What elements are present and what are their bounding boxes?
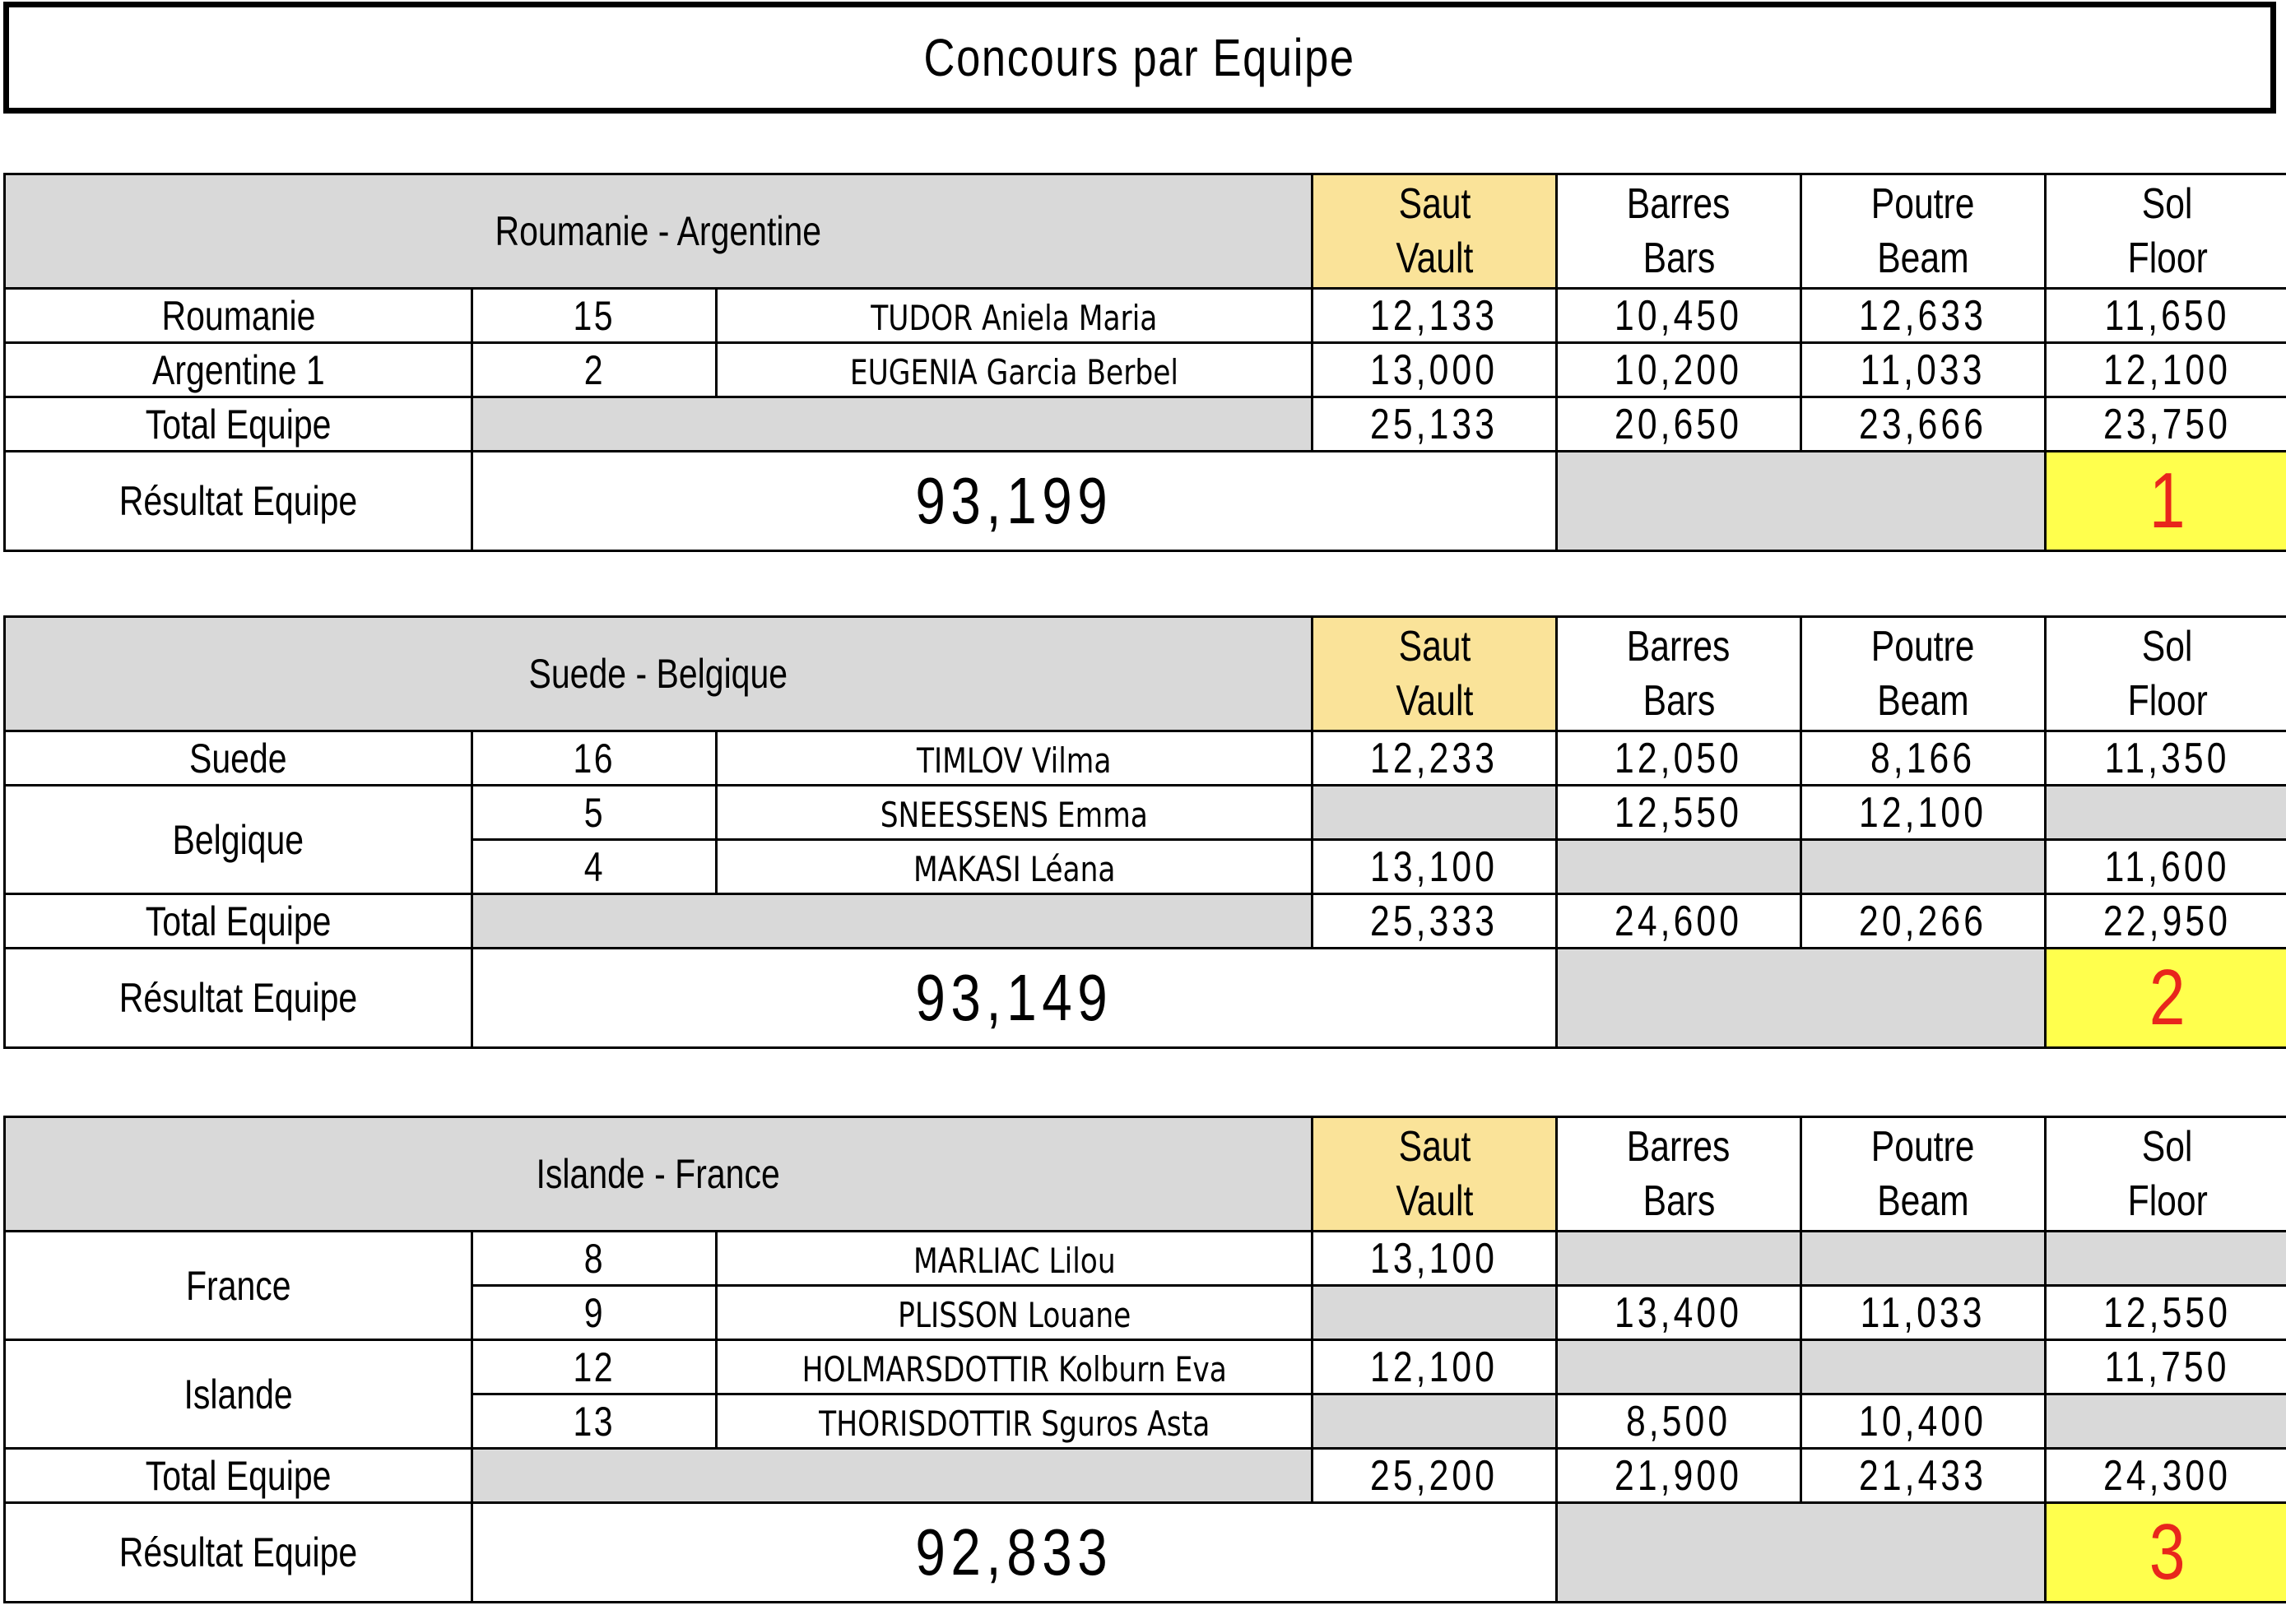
result-total-text: 93,149 xyxy=(915,961,1113,1034)
athlete-name-text: SNEESSENS Emma xyxy=(880,795,1149,835)
athlete-name-text: TUDOR Aniela Maria xyxy=(871,298,1158,338)
score-cell-text: 10,400 xyxy=(1859,1397,1987,1445)
score-cell xyxy=(1313,1394,1557,1449)
apparatus-header-bars xyxy=(1557,617,1801,731)
score-cell-text: 11,033 xyxy=(1861,346,1986,394)
total-blank xyxy=(472,1449,1313,1503)
apparatus-header-beam xyxy=(1801,617,2046,731)
result-row xyxy=(5,452,2286,551)
apparatus-en: Bars xyxy=(1642,677,1715,725)
apparatus-fr: Sol xyxy=(2142,623,2193,670)
score-cell xyxy=(1557,1394,1801,1449)
athlete-name-text: TIMLOV Vilma xyxy=(917,740,1112,781)
score-cell-text: 12,100 xyxy=(1370,1343,1498,1391)
result-blank xyxy=(1557,452,2046,551)
apparatus-header-vault xyxy=(1313,1117,1557,1232)
total-score-text: 25,333 xyxy=(1370,897,1498,945)
result-label xyxy=(5,949,472,1048)
apparatus-en: Floor xyxy=(2127,234,2208,282)
athlete-row xyxy=(5,731,2286,786)
apparatus-en: Beam xyxy=(1877,1177,1969,1225)
athlete-row xyxy=(5,1232,2286,1286)
apparatus-en: Vault xyxy=(1395,1177,1474,1225)
apparatus-header-floor xyxy=(2046,174,2286,289)
total-score-text: 25,200 xyxy=(1370,1451,1498,1500)
score-cell xyxy=(1801,343,2046,397)
total-blank xyxy=(472,397,1313,452)
total-row xyxy=(5,894,2286,949)
score-cell xyxy=(1801,1286,2046,1340)
athlete-row xyxy=(5,786,2286,840)
apparatus-fr: Sol xyxy=(2142,1123,2193,1171)
total-score-text: 23,750 xyxy=(2103,400,2232,448)
score-cell xyxy=(2046,1286,2286,1340)
score-cell xyxy=(1801,1394,2046,1449)
apparatus-en: Floor xyxy=(2127,1177,2208,1225)
result-blank xyxy=(1557,1503,2046,1603)
apparatus-fr: Barres xyxy=(1627,180,1731,228)
team-name-text: Roumanie - Argentine xyxy=(495,208,822,254)
athlete-number-text: 2 xyxy=(583,346,605,393)
athlete-number-text: 8 xyxy=(583,1235,605,1282)
athlete-name xyxy=(717,343,1313,397)
score-cell-text: 11,650 xyxy=(2105,291,2230,340)
total-score-text: 25,133 xyxy=(1370,400,1498,448)
apparatus-fr: Sol xyxy=(2142,180,2193,228)
total-score xyxy=(2046,397,2286,452)
country-cell xyxy=(5,786,472,894)
athlete-number-text: 12 xyxy=(573,1343,616,1390)
result-label xyxy=(5,452,472,551)
team-header-row xyxy=(5,617,2286,731)
athlete-name xyxy=(717,1232,1313,1286)
athlete-number xyxy=(472,343,717,397)
score-cell xyxy=(2046,343,2286,397)
score-cell-text: 12,100 xyxy=(1859,788,1987,837)
athlete-number xyxy=(472,1232,717,1286)
apparatus-fr: Saut xyxy=(1398,180,1471,228)
country-cell-text: France xyxy=(185,1262,291,1309)
apparatus-en: Vault xyxy=(1395,234,1474,282)
team-header-row xyxy=(5,174,2286,289)
score-cell xyxy=(2046,289,2286,343)
result-total-text: 92,833 xyxy=(915,1515,1113,1589)
score-cell xyxy=(1801,1340,2046,1394)
score-cell-text: 12,633 xyxy=(1859,291,1987,340)
score-cell xyxy=(2046,840,2286,894)
athlete-number xyxy=(472,1394,717,1449)
score-cell xyxy=(1313,1340,1557,1394)
athlete-number-text: 13 xyxy=(573,1398,616,1445)
athlete-number-text: 16 xyxy=(573,735,616,782)
total-score-text: 24,600 xyxy=(1615,897,1743,945)
team-name xyxy=(5,617,1313,731)
athlete-number-text: 9 xyxy=(583,1289,605,1336)
score-cell xyxy=(1801,731,2046,786)
score-cell-text: 12,233 xyxy=(1370,734,1498,782)
athlete-name xyxy=(717,840,1313,894)
score-cell xyxy=(2046,731,2286,786)
score-cell xyxy=(1557,731,1801,786)
score-cell xyxy=(1801,289,2046,343)
total-score-text: 20,266 xyxy=(1859,897,1987,945)
score-cell xyxy=(1801,1232,2046,1286)
score-cell xyxy=(1557,1340,1801,1394)
rank-badge-text: 3 xyxy=(2149,1508,2186,1596)
athlete-name-text: MAKASI Léana xyxy=(913,849,1116,889)
total-label xyxy=(5,397,472,452)
score-cell-text: 12,100 xyxy=(2103,346,2232,394)
team-name-text: Islande - France xyxy=(536,1151,781,1197)
total-label-text: Total Equipe xyxy=(145,1452,332,1499)
total-row xyxy=(5,1449,2286,1503)
score-cell-text: 10,450 xyxy=(1615,291,1743,340)
athlete-row xyxy=(5,343,2286,397)
score-cell-text: 12,550 xyxy=(1615,788,1743,837)
score-cell xyxy=(1313,786,1557,840)
total-label xyxy=(5,1449,472,1503)
result-row xyxy=(5,949,2286,1048)
apparatus-fr: Barres xyxy=(1627,623,1731,670)
score-cell-text: 10,200 xyxy=(1615,346,1743,394)
apparatus-header-beam xyxy=(1801,1117,2046,1232)
score-cell xyxy=(1313,289,1557,343)
athlete-name xyxy=(717,1394,1313,1449)
country-cell-text: Suede xyxy=(189,735,287,782)
country-cell-text: Argentine 1 xyxy=(151,346,325,393)
athlete-name xyxy=(717,289,1313,343)
score-cell-text: 11,033 xyxy=(1861,1288,1986,1337)
score-cell-text: 13,400 xyxy=(1615,1288,1743,1337)
athlete-row xyxy=(5,1340,2286,1394)
score-cell xyxy=(1801,840,2046,894)
score-cell xyxy=(1313,840,1557,894)
athlete-name-text: MARLIAC Lilou xyxy=(913,1241,1116,1281)
page-title-text: Concours par Equipe xyxy=(923,28,1356,87)
team-table xyxy=(3,1116,2286,1603)
country-cell xyxy=(5,343,472,397)
apparatus-fr: Poutre xyxy=(1871,180,1975,228)
athlete-number-text: 5 xyxy=(583,789,605,836)
score-cell xyxy=(1557,343,1801,397)
country-cell xyxy=(5,289,472,343)
athlete-number xyxy=(472,840,717,894)
athlete-name xyxy=(717,1340,1313,1394)
score-cell-text: 13,100 xyxy=(1370,1234,1498,1283)
apparatus-header-vault xyxy=(1313,617,1557,731)
score-cell xyxy=(1557,289,1801,343)
total-score xyxy=(1557,1449,1801,1503)
score-cell-text: 13,100 xyxy=(1370,842,1498,891)
score-cell xyxy=(1313,731,1557,786)
score-cell-text: 12,133 xyxy=(1370,291,1498,340)
athlete-name xyxy=(717,731,1313,786)
country-cell-text: Belgique xyxy=(172,816,304,863)
score-cell-text: 8,166 xyxy=(1870,734,1976,782)
team-name xyxy=(5,174,1313,289)
score-cell-text: 13,000 xyxy=(1370,346,1498,394)
athlete-name-text: PLISSON Louane xyxy=(897,1295,1131,1335)
total-score xyxy=(1313,397,1557,452)
total-score xyxy=(1313,894,1557,949)
apparatus-en: Beam xyxy=(1877,234,1969,282)
score-cell-text: 12,050 xyxy=(1615,734,1743,782)
apparatus-header-floor xyxy=(2046,1117,2286,1232)
result-row xyxy=(5,1503,2286,1603)
country-cell xyxy=(5,1340,472,1449)
athlete-number xyxy=(472,786,717,840)
total-score-text: 20,650 xyxy=(1615,400,1743,448)
total-score-text: 23,666 xyxy=(1859,400,1987,448)
result-label-text: Résultat Equipe xyxy=(118,478,358,524)
team-name xyxy=(5,1117,1313,1232)
athlete-number-text: 4 xyxy=(583,843,605,890)
score-cell xyxy=(1557,786,1801,840)
score-cell-text: 11,350 xyxy=(2105,734,2230,782)
athlete-name-text: THORISDOTTIR Sguros Asta xyxy=(818,1404,1210,1444)
result-total-text: 93,199 xyxy=(915,464,1113,537)
apparatus-header-bars xyxy=(1557,1117,1801,1232)
score-cell-text: 8,500 xyxy=(1626,1397,1731,1445)
apparatus-fr: Saut xyxy=(1398,623,1471,670)
athlete-row xyxy=(5,289,2286,343)
country-cell-text: Roumanie xyxy=(161,292,315,339)
country-cell xyxy=(5,1232,472,1340)
total-row xyxy=(5,397,2286,452)
total-score xyxy=(1557,397,1801,452)
score-cell-text: 12,550 xyxy=(2103,1288,2232,1337)
apparatus-header-vault xyxy=(1313,174,1557,289)
apparatus-fr: Barres xyxy=(1627,1123,1731,1171)
score-cell xyxy=(1801,786,2046,840)
total-score xyxy=(1801,894,2046,949)
total-score-text: 24,300 xyxy=(2103,1451,2232,1500)
country-cell xyxy=(5,731,472,786)
rank-badge xyxy=(2046,452,2286,551)
result-total xyxy=(472,949,1557,1048)
team-name-text: Suede - Belgique xyxy=(528,651,788,697)
score-cell xyxy=(1313,1232,1557,1286)
apparatus-header-bars xyxy=(1557,174,1801,289)
total-score-text: 22,950 xyxy=(2103,897,2232,945)
athlete-number xyxy=(472,731,717,786)
total-score xyxy=(1313,1449,1557,1503)
total-label xyxy=(5,894,472,949)
total-score xyxy=(1557,894,1801,949)
team-header-row xyxy=(5,1117,2286,1232)
athlete-name-text: EUGENIA Garcia Berbel xyxy=(849,352,1179,392)
apparatus-header-floor xyxy=(2046,617,2286,731)
rank-badge xyxy=(2046,1503,2286,1603)
apparatus-en: Vault xyxy=(1395,677,1474,725)
result-total xyxy=(472,1503,1557,1603)
score-cell xyxy=(1557,840,1801,894)
result-blank xyxy=(1557,949,2046,1048)
score-cell xyxy=(1557,1286,1801,1340)
athlete-number xyxy=(472,289,717,343)
total-score-text: 21,433 xyxy=(1859,1451,1987,1500)
score-cell xyxy=(2046,1232,2286,1286)
result-label-text: Résultat Equipe xyxy=(118,975,358,1021)
athlete-name-text: HOLMARSDOTTIR Kolburn Eva xyxy=(801,1349,1227,1390)
athlete-number xyxy=(472,1286,717,1340)
score-cell-text: 11,600 xyxy=(2105,842,2230,891)
result-label-text: Résultat Equipe xyxy=(118,1529,358,1575)
score-cell xyxy=(1313,1286,1557,1340)
score-cell-text: 11,750 xyxy=(2105,1343,2230,1391)
score-cell xyxy=(2046,1340,2286,1394)
country-cell-text: Islande xyxy=(184,1371,293,1418)
rank-badge-text: 1 xyxy=(2149,457,2186,545)
total-score xyxy=(1801,397,2046,452)
apparatus-fr: Poutre xyxy=(1871,623,1975,670)
total-score xyxy=(2046,1449,2286,1503)
total-label-text: Total Equipe xyxy=(145,898,332,944)
apparatus-en: Bars xyxy=(1642,1177,1715,1225)
result-label xyxy=(5,1503,472,1603)
athlete-name xyxy=(717,786,1313,840)
total-label-text: Total Equipe xyxy=(145,401,332,448)
apparatus-fr: Poutre xyxy=(1871,1123,1975,1171)
apparatus-en: Floor xyxy=(2127,677,2208,725)
page-title xyxy=(3,2,2276,114)
total-score-text: 21,900 xyxy=(1615,1451,1743,1500)
team-table xyxy=(3,615,2286,1049)
score-cell xyxy=(1557,1232,1801,1286)
apparatus-en: Bars xyxy=(1642,234,1715,282)
score-cell xyxy=(1313,343,1557,397)
athlete-number-text: 15 xyxy=(573,292,616,339)
athlete-name xyxy=(717,1286,1313,1340)
total-score xyxy=(2046,894,2286,949)
score-cell xyxy=(2046,786,2286,840)
apparatus-fr: Saut xyxy=(1398,1123,1471,1171)
rank-badge-text: 2 xyxy=(2149,954,2186,1042)
total-score xyxy=(1801,1449,2046,1503)
athlete-number xyxy=(472,1340,717,1394)
apparatus-header-beam xyxy=(1801,174,2046,289)
result-total xyxy=(472,452,1557,551)
apparatus-en: Beam xyxy=(1877,677,1969,725)
rank-badge xyxy=(2046,949,2286,1048)
score-cell xyxy=(2046,1394,2286,1449)
team-table xyxy=(3,173,2286,552)
total-blank xyxy=(472,894,1313,949)
